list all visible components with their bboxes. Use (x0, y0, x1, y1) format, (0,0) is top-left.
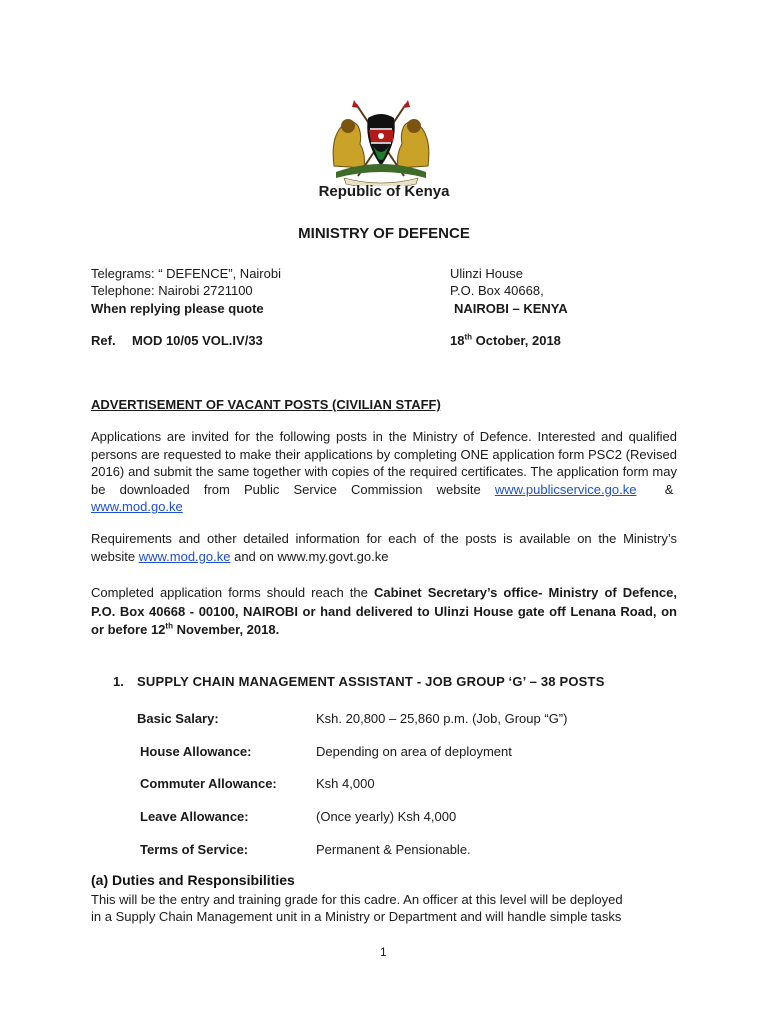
address-house: Ulinzi House (450, 266, 523, 281)
paragraph-2-tail: and on www.my.govt.go.ke (234, 548, 389, 564)
page-number: 1 (380, 945, 387, 959)
ampersand: & (664, 481, 674, 497)
paragraph-1-text: Applications are invited for the following posts in the Ministry of Defence. Interested and qualified persons are requested to make their applications by completing ONE application form PSC2 (Revised 2016) and submit the same together with copies of the required certificates. The application form may be downloaded from Public Service Commission website (91, 429, 677, 497)
detail-label-basic-salary: Basic Salary: (137, 711, 219, 726)
ref-label: Ref. (91, 333, 116, 348)
detail-label-terms-of-service: Terms of Service: (140, 842, 249, 857)
ministry-heading: MINISTRY OF DEFENCE (298, 225, 470, 242)
paragraph-2-text: Requirements and other detailed information for each of the posts is available on the Ministry’s website (91, 531, 677, 564)
duties-text-line-1: This will be the entry and training grade for this cadre. An officer at this level will be deployed (91, 892, 623, 907)
detail-label-leave-allowance: Leave Allowance: (140, 809, 249, 824)
ref-date-rest: October, 2018 (472, 333, 561, 348)
address-city: NAIROBI – KENYA (454, 301, 568, 316)
ref-number: MOD 10/05 VOL.IV/33 (132, 333, 263, 348)
paragraph-3-text: Completed application forms should reach the (91, 585, 368, 600)
paragraph-3-deadline: November, 2018. (172, 622, 280, 637)
detail-value-basic-salary: Ksh. 20,800 – 25,860 p.m. (Job, Group “G”) (316, 711, 568, 726)
reply-quote-line: When replying please quote (91, 301, 264, 316)
kenya-coat-of-arms-icon (326, 96, 436, 186)
advert-paragraph-3 (91, 584, 677, 640)
advert-paragraph-2 (91, 530, 677, 565)
detail-label-house-allowance: House Allowance: (140, 744, 252, 759)
ref-date (450, 332, 561, 349)
mod-website-link[interactable]: www.mod.go.ke (138, 548, 231, 564)
telephone-line: Telephone: Nairobi 2721100 (91, 283, 253, 298)
ref-date-suffix: th (464, 332, 473, 342)
detail-value-commuter-allowance: Ksh 4,000 (316, 776, 375, 791)
advert-paragraph-1 (91, 428, 677, 516)
republic-heading: Republic of Kenya (318, 183, 450, 200)
telegrams-line: Telegrams: “ DEFENCE”, Nairobi (91, 266, 281, 281)
detail-value-house-allowance: Depending on area of deployment (316, 744, 512, 759)
detail-value-leave-allowance: (Once yearly) Ksh 4,000 (316, 809, 457, 824)
duties-text-line-2: in a Supply Chain Management unit in a Ministry or Department and will handle simple tasks (91, 909, 622, 924)
paragraph-3-address: Cabinet Secretary’s office- Ministry of Defence, P.O. Box 40668 - 00100, NAIROBI or hand delivered to Ulinzi House gate off Lenana Road, on or before 12 (91, 585, 677, 637)
ref-date-day: 18 (450, 333, 465, 348)
post-number: 1. (113, 674, 124, 689)
duties-heading: (a) Duties and Responsibilities (91, 872, 295, 888)
mod-link[interactable]: www.mod.go.ke (91, 499, 183, 514)
publicservice-link[interactable]: www.publicservice.go.ke (494, 481, 637, 497)
address-box: P.O. Box 40668, (450, 283, 544, 298)
paragraph-3-sup: th (165, 621, 173, 631)
detail-value-terms-of-service: Permanent & Pensionable. (316, 842, 471, 857)
advert-title: ADVERTISEMENT OF VACANT POSTS (CIVILIAN STAFF) (91, 397, 441, 412)
post-title: SUPPLY CHAIN MANAGEMENT ASSISTANT - JOB GROUP ‘G’ – 38 POSTS (137, 674, 605, 689)
detail-label-commuter-allowance: Commuter Allowance: (140, 776, 277, 791)
